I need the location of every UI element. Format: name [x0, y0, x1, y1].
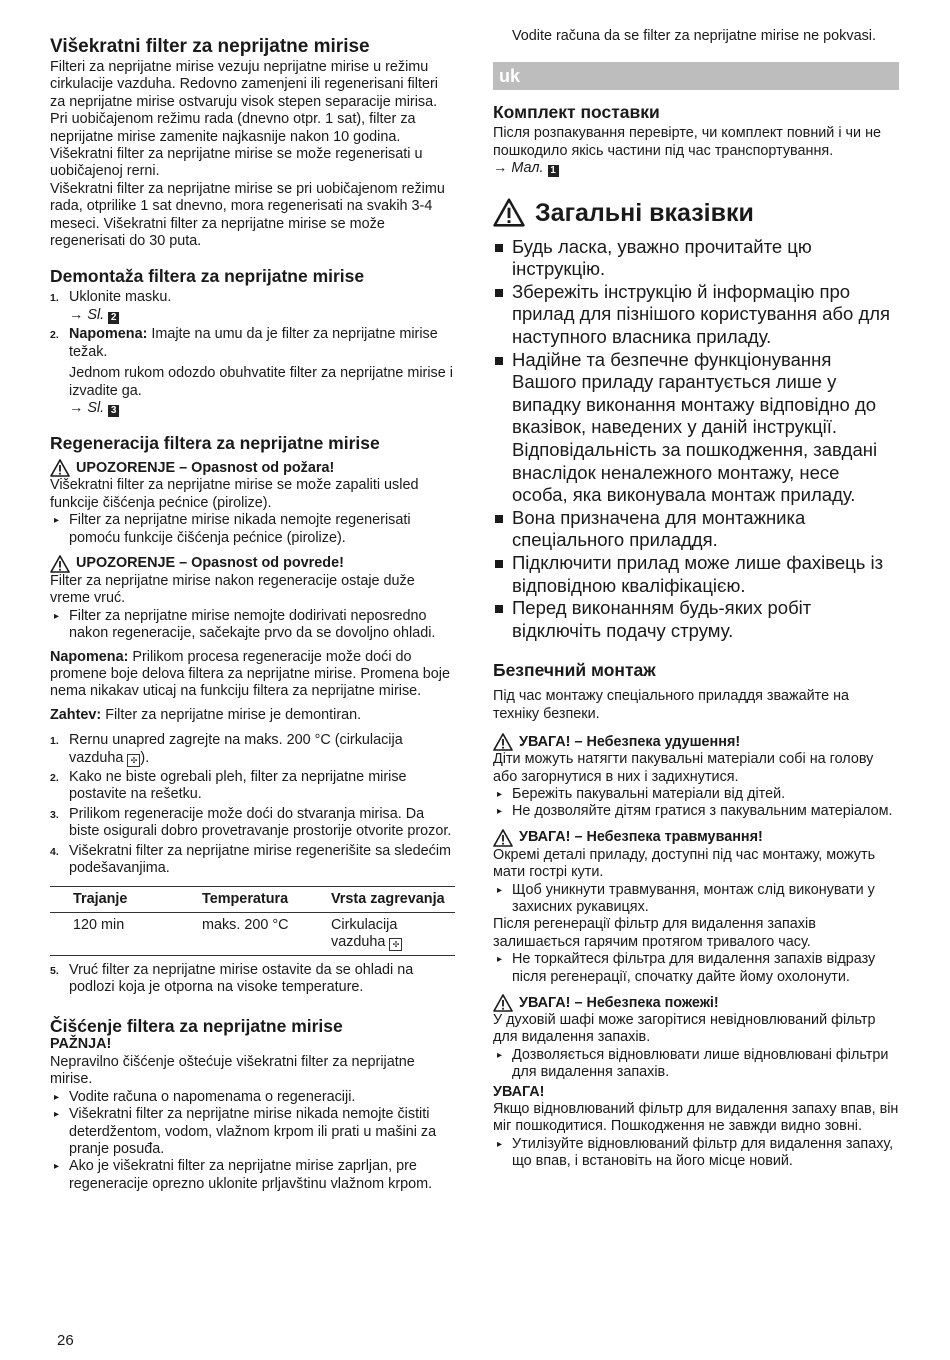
right-column	[493, 28, 899, 1171]
paragraph: Vodite računa da se filter za neprijatne mirise ne pokvasi.	[512, 28, 876, 44]
list-item: Збережіть інструкцію й інформацію про прилад для пізнішого користування або для наступного власника приладу.	[493, 281, 899, 349]
paragraph: Під час монтажу спеціального приладдя зважайте на техніку безпеки.	[493, 688, 850, 722]
paragraph: Višekratni filter za neprijatne mirise se može regenerisati u uobičajenoj rerni.	[50, 146, 423, 180]
figure-reference: → Мал. 1	[493, 160, 899, 177]
warning-fire: UPOZORENJE – Opasnost od požara!	[50, 459, 455, 477]
hot-air-mode-icon: ✣	[389, 938, 402, 951]
table-cell: maks. 200 °C	[179, 912, 308, 955]
warning-text: Filter za neprijatne mirise nakon regeneracije ostaje duže vreme vruć.	[50, 572, 415, 607]
section-title-delivery: Комплект поставки	[493, 102, 660, 123]
left-column	[50, 28, 455, 1193]
section-title-regeneration: Regeneracija filtera za neprijatne mirise	[50, 433, 380, 454]
caution-label: УВАГА!	[493, 1083, 545, 1100]
section-title-removal: Demontaža filtera za neprijatne mirise	[50, 266, 365, 287]
action-item: ▸ Višekratni filter za neprijatne mirise nikada nemojte čistiti deterdžentom, vodom, vlažnom krpom ili prati u mašini za pranje posuđa.	[50, 1106, 455, 1158]
action-item: ▸ Не торкайтеся фільтра для видалення запахів відразу після регенерації, спочатку дайте йому охолонути.	[493, 951, 899, 986]
action-item: ▸ Дозволяється відновлювати лише відновлювані фільтри для видалення запахів.	[493, 1047, 899, 1082]
step: 2. Napomena: Imajte na umu da je filter za neprijatne mirise težak. Jednom rukom odozdo obuhvatite filter za neprijatne mirise i izvadite ga. → Sl. 3	[50, 326, 455, 417]
warning-text: Окремі деталі приладу, доступні під час монтажу, можуть мати гострі кути.	[493, 846, 876, 881]
warning-injury: УВАГА! – Небезпека травмування!	[493, 829, 899, 847]
figure-reference: → Sl. 3	[69, 400, 119, 416]
hot-air-mode-icon: ✣	[127, 754, 140, 767]
step: 5. Vruć filter za neprijatne mirise ostavite da se ohladi na podlozi koja je otporna na visoke temperature.	[50, 961, 414, 996]
warning-text: Після регенерації фільтр для видалення запахів залишається гарячим протягом тривалого часу.	[493, 916, 816, 950]
figure-number-icon: 1	[548, 165, 559, 177]
step: 4. Višekratni filter za neprijatne mirise regenerišite sa sledećim podešavanjima.	[50, 842, 452, 877]
paragraph: Якщо відновлюваний фільтр для видалення запаху впав, він міг пошкодитися. Пошкодження не завжди видно зовні.	[493, 1101, 899, 1135]
figure-number-icon: 2	[108, 312, 119, 324]
warning-suffocation: УВАГА! – Небезпека удушення!	[493, 733, 899, 751]
page-number: 26	[57, 1332, 74, 1349]
warning-icon	[50, 459, 70, 477]
figure-reference: → Sl. 2	[69, 307, 119, 323]
action-item: ▸ Filter za neprijatne mirise nemojte dodirivati neposredno nakon regeneracije, sačekajte prvo da se dovoljno ohladi.	[50, 608, 455, 643]
action-item: ▸ Ako je višekratni filter za neprijatne mirise zaprljan, pre regeneracije oprezno uklonite prljavštinu vlažnom krpom.	[50, 1158, 455, 1193]
warning-icon	[493, 733, 513, 751]
section-title-reusable-filter: Višekratni filter za neprijatne mirise	[50, 36, 370, 57]
list-item: Надійне та безпечне функціонування Вашого приладу гарантується лише у випадку виконання монтажу відповідно до вказівок, наведених у даній інструкції. Відповідальність за пошкодження, завдані внаслідок неналежного монтажу, несе особа, яка виконувала монтаж приладу.	[493, 349, 899, 507]
list-item: Підключити прилад може лише фахівець із відповідною кваліфікацією.	[493, 552, 899, 597]
paragraph: Filteri za neprijatne mirise vezuju neprijatne mirise u režimu cirkulacije vazduha. Redovno zamenjeni ili regenerisani filteri za neprijatne mirise ostvaruju visok stepen separacije mirisa.	[50, 59, 438, 110]
regeneration-steps	[50, 732, 455, 877]
warning-injury: UPOZORENJE – Opasnost od povrede!	[50, 555, 455, 573]
table-cell: Cirkulacija vazduha ✣	[308, 912, 455, 955]
paragraph: Nepravilno čišćenje oštećuje višekratni filter za neprijatne mirise.	[50, 1053, 415, 1088]
step: 1. Uklonite masku. → Sl. 2	[50, 289, 172, 323]
action-item: ▸ Щоб уникнути травмування, монтаж слід виконувати у захисних рукавицях.	[493, 882, 899, 917]
warning-text: У духовій шафі може загорітися невідновлюваний фільтр для видалення запахів.	[493, 1012, 876, 1046]
regeneration-steps-cont	[50, 962, 455, 997]
section-title-cleaning: Čišćenje filtera za neprijatne mirise	[50, 1016, 343, 1037]
table-header: Vrsta zagrevanja	[308, 887, 455, 912]
removal-steps	[50, 289, 455, 417]
table-cell: 120 min	[50, 912, 179, 955]
table-header: Temperatura	[179, 887, 308, 912]
paragraph: Після розпакування перевірте, чи комплект повний і чи не пошкодило якісь частини під час транспортування.	[493, 125, 882, 159]
section-title-safe-installation: Безпечний монтаж	[493, 660, 656, 681]
requirement: Zahtev: Filter za neprijatne mirise je demontiran.	[50, 706, 362, 723]
warning-icon	[50, 555, 70, 573]
list-item: Вона призначена для монтажника спеціального приладдя.	[493, 507, 899, 552]
section-title-general: Загальні вказівки	[493, 198, 899, 228]
warning-icon	[493, 994, 513, 1012]
paragraph: Višekratni filter za neprijatne mirise se pri uobičajenom režimu rada, otprilike 1 sat dnevno, mora regenerisati na svakih 3-4 meseci. Višekratni filter za neprijatne mirise se može regenerisati do 30 puta.	[50, 180, 445, 250]
warning-text: Višekratni filter za neprijatne mirise se može zapaliti usled funkcije čišćenja pećnice (pirolize).	[50, 477, 419, 511]
warning-icon	[493, 829, 513, 847]
step: 2. Kako ne biste ogrebali pleh, filter za neprijatne mirise postavite na rešetku.	[50, 769, 407, 803]
action-item: ▸ Бережіть пакувальні матеріали від дітей.	[493, 786, 899, 803]
table-row	[50, 912, 455, 955]
warning-text: Діти можуть натягти пакувальні матеріали собі на голову або загорнутися в них і задихнутися.	[493, 751, 874, 785]
settings-table	[50, 886, 455, 955]
action-item: ▸ Vodite računa o napomenama o regeneraciji.	[50, 1089, 455, 1106]
caution-label: PAŽNJA!	[50, 1036, 112, 1053]
step: 1. Rernu unapred zagrejte na maks. 200 °C (cirkulacija vazduha ✣ ).	[50, 732, 403, 766]
step: 3. Prilikom regeneracije može doći do stvaranja mirisa. Da biste osigurali dobro provetravanje prostorije otvorite prozor.	[50, 805, 452, 840]
step-detail: Jednom rukom odozdo obuhvatite filter za neprijatne mirise i izvadite ga.	[69, 365, 453, 399]
figure-number-icon: 3	[108, 405, 119, 417]
list-item: Будь ласка, уважно прочитайте цю інструкцію.	[493, 236, 899, 281]
paragraph: Pri uobičajenom režimu rada (dnevno otpr. 1 sat), filter za neprijatne mirise zamenite najkasnije nakon 10 godina.	[50, 111, 416, 145]
warning-fire: УВАГА! – Небезпека пожежі!	[493, 994, 899, 1012]
action-item: ▸ Утилізуйте відновлюваний фільтр для видалення запаху, що впав, і встановіть на його місце новий.	[493, 1136, 899, 1171]
table-header: Trajanje	[50, 887, 179, 912]
warning-icon	[493, 198, 525, 227]
list-item: Перед виконанням будь-яких робіт відключіть подачу струму.	[493, 597, 899, 642]
general-notes-list	[493, 236, 899, 643]
note: Napomena: Prilikom procesa regeneracije može doći do promene boje delova filtera za neprijatne mirise. Promena boje nema nikakav uticaj na funkciju filtera za neprijatne mirise.	[50, 648, 450, 700]
action-item: ▸ Не дозволяйте дітям гратися з пакувальним матеріалом.	[493, 803, 899, 820]
language-bar: uk	[493, 62, 899, 90]
action-item: ▸ Filter za neprijatne mirise nikada nemojte regenerisati pomoću funkcije čišćenja pećnice (pirolize).	[50, 512, 455, 547]
